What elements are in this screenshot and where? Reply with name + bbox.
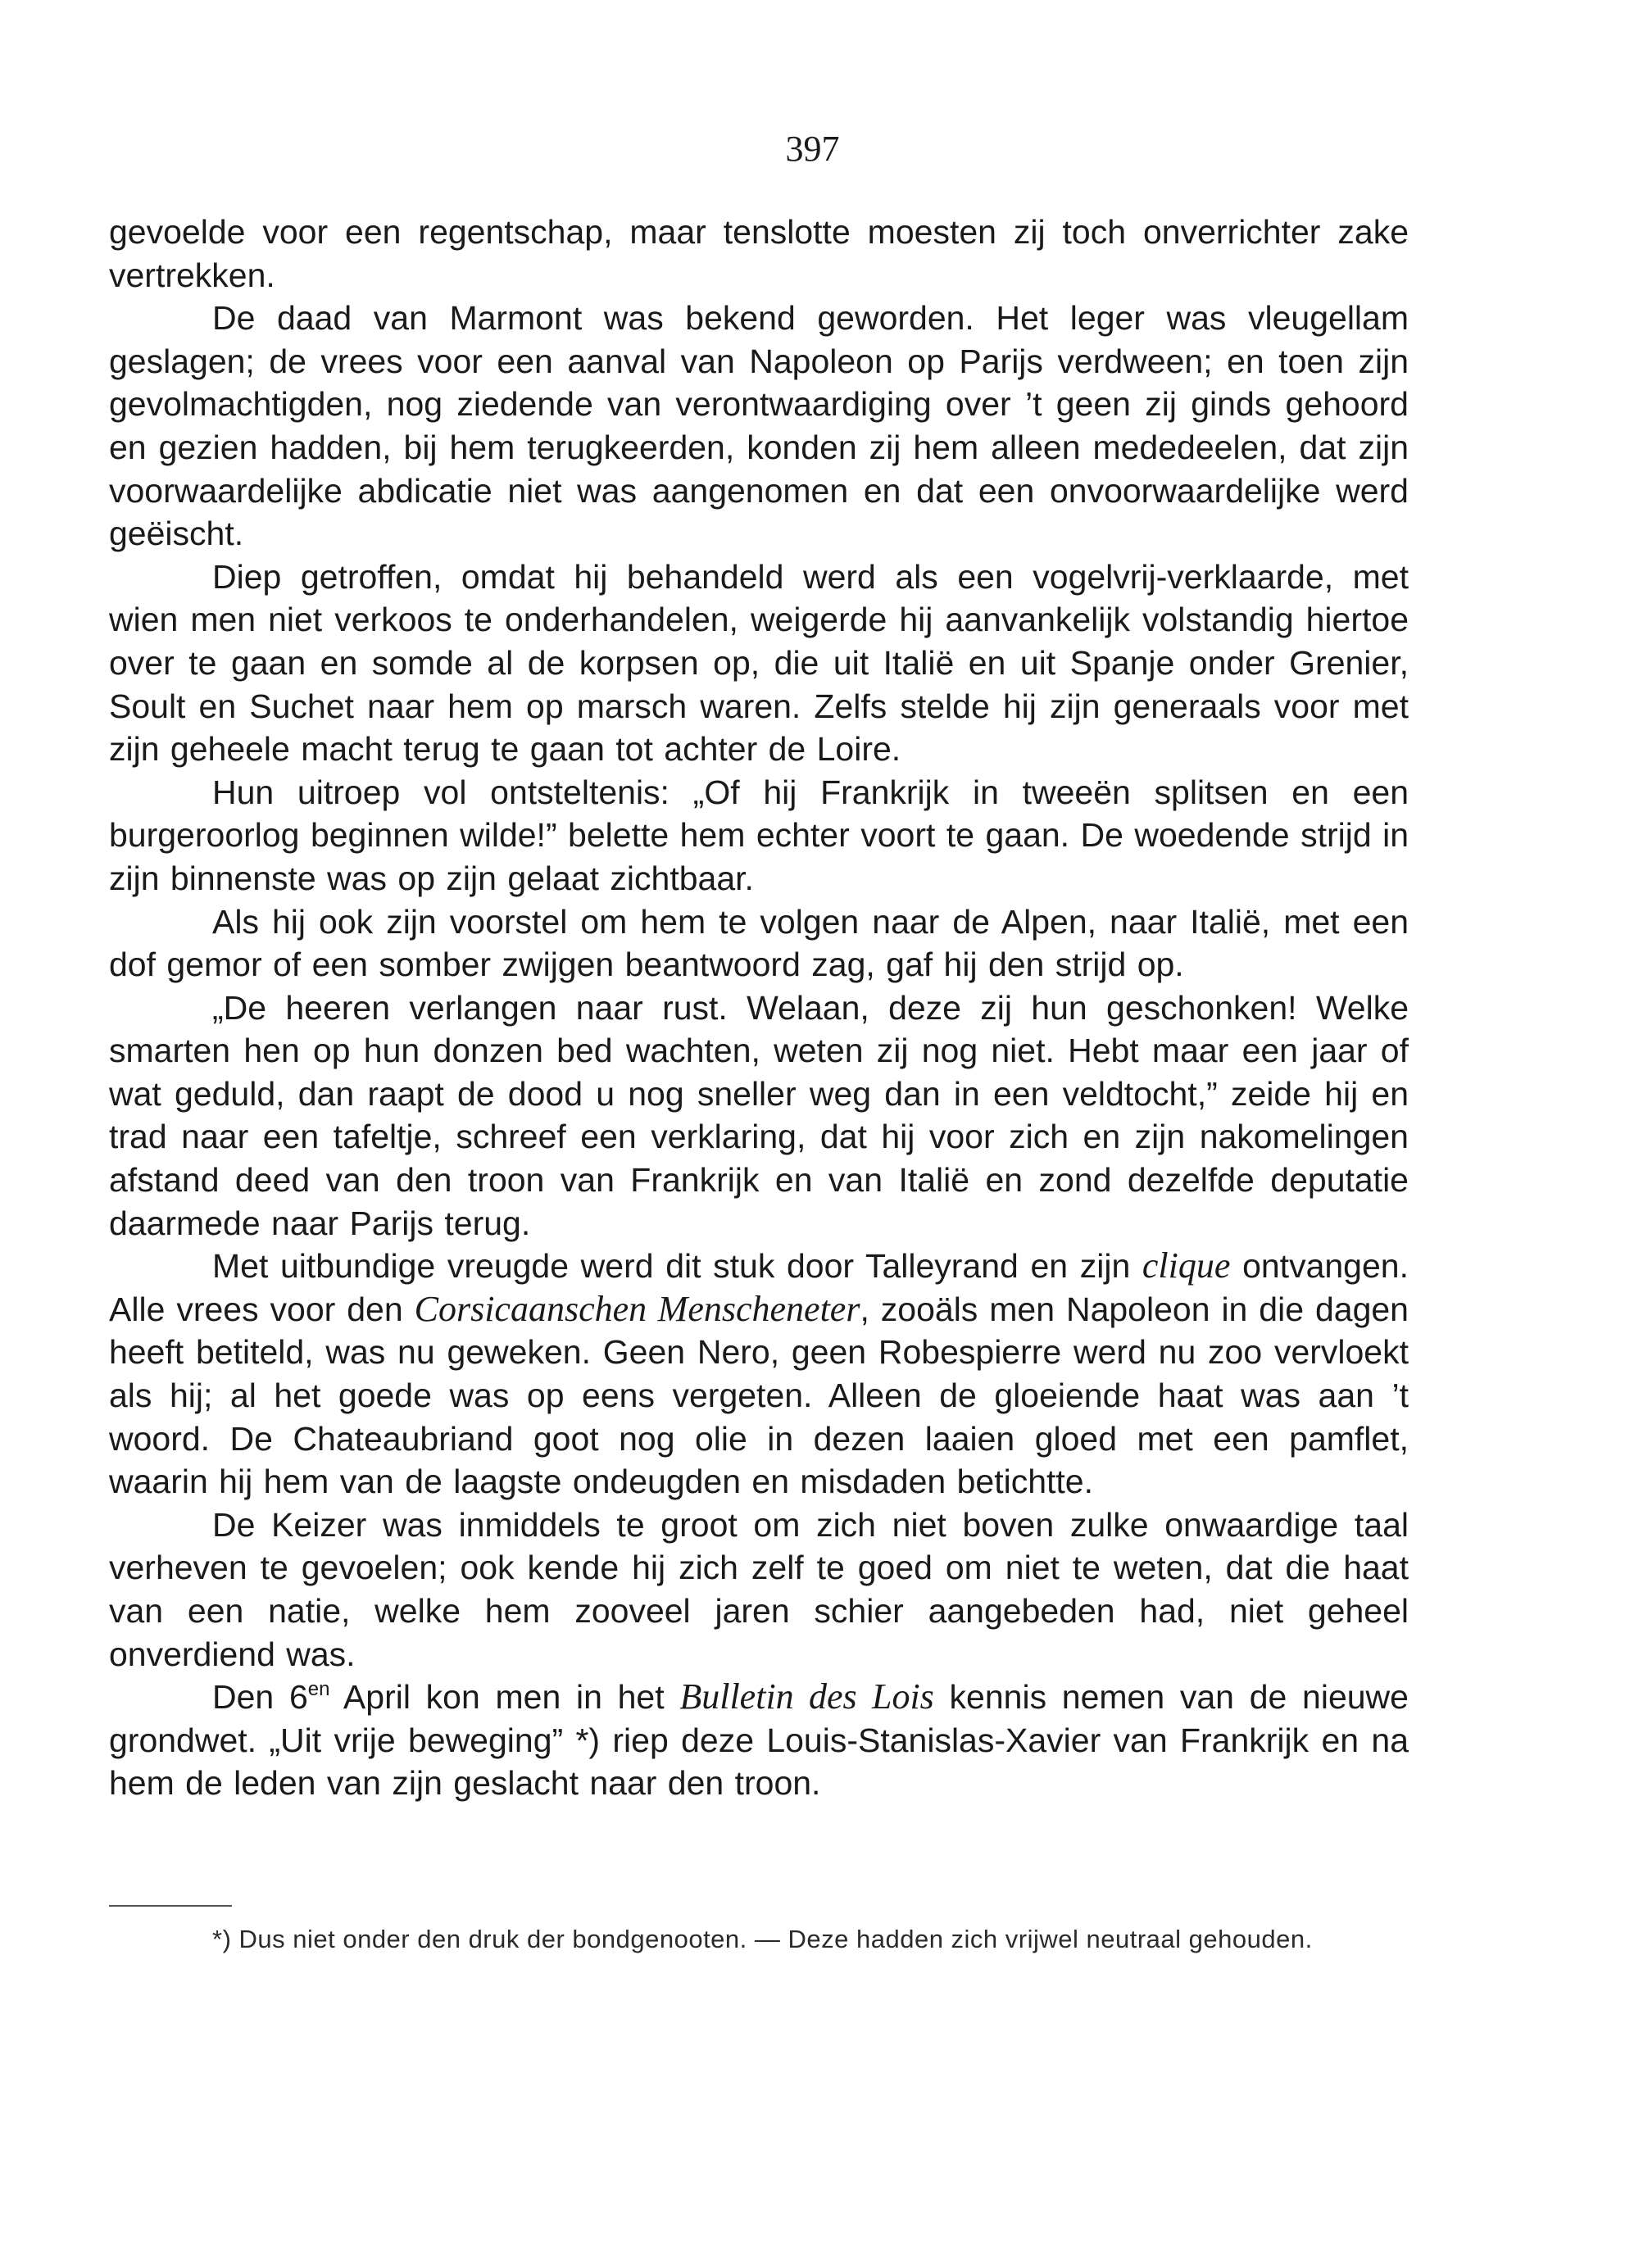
body-text [109, 211, 1409, 1805]
paragraph-7-part-b: ontvangen. Alle vrees voor den [109, 1247, 1409, 1328]
paragraph-9-part-c: kennis nemen van de nieuwe grondwet. „Uit vrije beweging” *) riep deze Louis-Stanislas-Xavier van Frankrijk en na hem de leden van zijn geslacht naar den troon. [109, 1678, 1409, 1803]
paragraph-5: Als hij ook zijn voorstel om hem te volgen naar de Alpen, naar Italië, met een dof gemor of een somber zwijgen beantwoord zag, gaf hij den strijd op. [109, 902, 1409, 984]
italic-clique: clique [1142, 1245, 1231, 1286]
italic-bulletin-des-lois: Bulletin des Lois [679, 1676, 934, 1717]
paragraph-9-part-b: April kon men in het [329, 1678, 665, 1717]
paragraph-1: gevoelde voor een regentschap, maar tenslotte moesten zij toch onverrichter zake vertrekken. [109, 213, 1409, 294]
paragraph-7 [109, 1245, 1409, 1504]
paragraph-6: „De heeren verlangen naar rust. Welaan, deze zij hun geschonken! Welke smarten hen op hun donzen bed wachten, weten zij nog niet. Hebt maar een jaar of wat geduld, dan raapt de dood u nog sneller weg dan in een veldtocht,” zeide hij en trad naar een tafeltje, schreef een verklaring, dat hij voor zich en zijn nakomelingen afstand deed van den troon van Frankrijk en van Italië en zond dezelfde deputatie daarmede naar Parijs terug. [109, 988, 1409, 1242]
paragraph-3: Diep getroffen, omdat hij behandeld werd als een vogelvrij-verklaarde, met wien men niet verkoos te onderhandelen, weigerde hij aanvankelijk volstandig hiertoe over te gaan en somde al de korpsen op, die uit Italië en uit Spanje onder Grenier, Soult en Suchet naar hem op marsch waren. Zelfs stelde hij zijn generaals voor met zijn geheele macht terug te gaan tot achter de Loire. [109, 557, 1409, 769]
paragraph-4: Hun uitroep vol ontsteltenis: „Of hij Frankrijk in tweeën splitsen en een burgeroorlog beginnen wilde!” belette hem echter voort te gaan. De woedende strijd in zijn binnenste was op zijn gelaat zichtbaar. [109, 773, 1409, 897]
paragraph-9 [109, 1676, 1409, 1805]
superscript-en: en [307, 1678, 330, 1701]
footnote-divider [109, 1905, 232, 1907]
footnote: *) Dus niet onder den druk der bondgenooten. — Deze hadden zich vrijwel neutraal gehouden. [212, 1925, 1313, 1953]
paragraph-9-part-a: Den 6 [212, 1678, 308, 1717]
page-number: 397 [785, 129, 840, 169]
paragraph-7-part-a: Met uitbundige vreugde werd dit stuk door Talleyrand en zijn [212, 1247, 1131, 1286]
paragraph-8: De Keizer was inmiddels te groot om zich niet boven zulke onwaardige taal verheven te gevoelen; ook kende hij zich zelf te goed om niet te weten, dat die haat van een natie, welke hem zooveel jaren schier aangebeden had, niet geheel onverdiend was. [109, 1505, 1409, 1673]
paragraph-7-part-c: , zooäls men Napoleon in die dagen heeft betiteld, was nu geweken. Geen Nero, geen Robespierre werd nu zoo vervloekt als hij; al het goede was op eens vergeten. Alleen de gloeiende haat was aan ’t woord. De Chateaubriand goot nog olie in dezen laaien gloed met een pamflet, waarin hij hem van de laagste ondeugden en misdaden betichtte. [109, 1290, 1409, 1501]
paragraph-2: De daad van Marmont was bekend geworden. Het leger was vleugellam geslagen; de vrees voor een aanval van Napoleon op Parijs verdween; en toen zijn gevolmachtigden, nog ziedende van verontwaardiging over ’t geen zij ginds gehoord en gezien hadden, bij hem terugkeerden, konden zij hem alleen mededeelen, dat zijn voorwaardelijke abdicatie niet was aangenomen en dat een onvoorwaardelijke werd geëischt. [109, 299, 1409, 553]
italic-corsicaanschen-menscheneter: Corsicaanschen Menscheneter [414, 1288, 860, 1329]
